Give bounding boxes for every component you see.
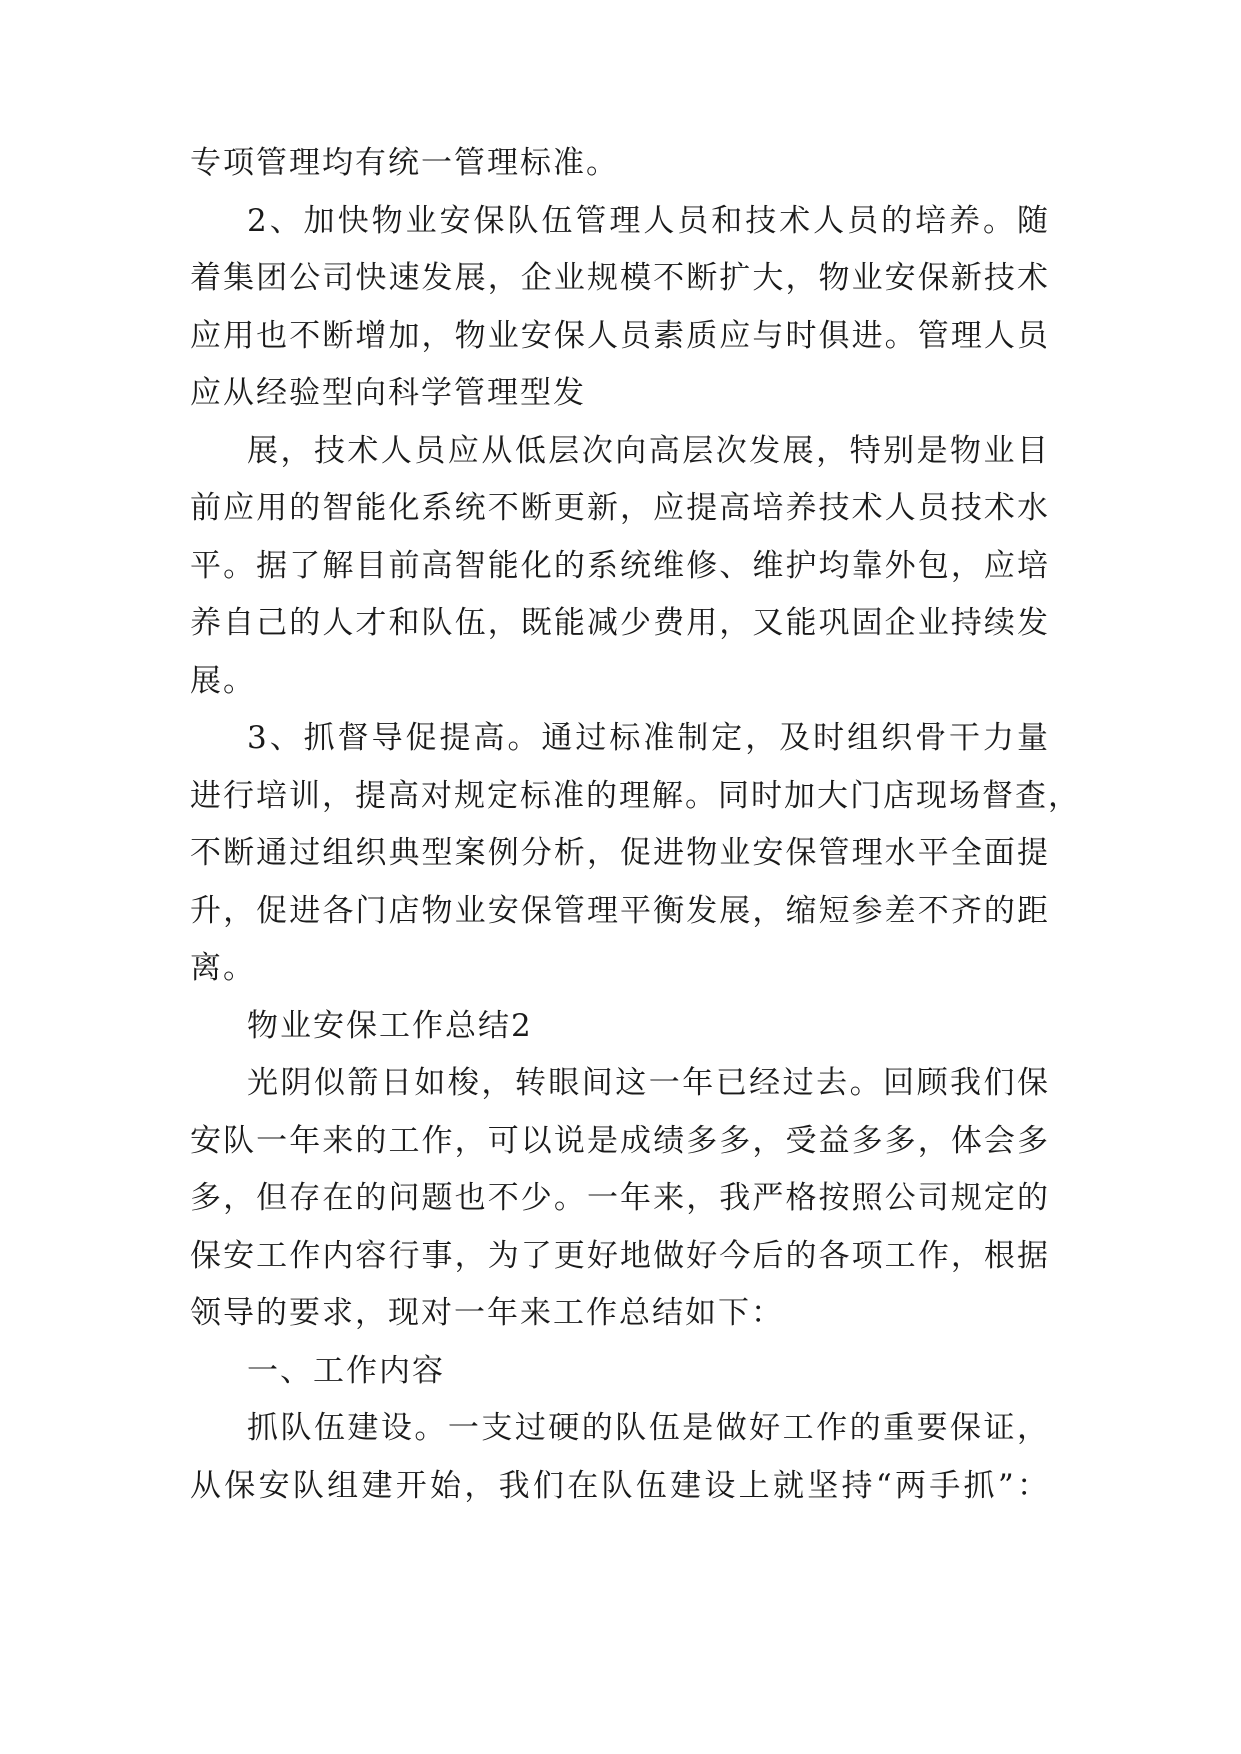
text-line: 光阴似箭日如梭，转眼间这一年已经过去。回顾我们保	[247, 1065, 1050, 1101]
text-line: 领导的要求，现对一年来工作总结如下：	[190, 1295, 784, 1331]
text-line: 保安工作内容行事，为了更好地做好今后的各项工作，根据	[190, 1237, 1050, 1274]
text-line: 物业安保工作总结2	[247, 1007, 533, 1044]
text-line: 安队一年来的工作，可以说是成绩多多，受益多多，体会多	[190, 1122, 1050, 1159]
text-line: 升，促进各门店物业安保管理平衡发展，缩短参差不齐的距	[190, 892, 1050, 929]
text-line: 不断通过组织典型案例分析，促进物业安保管理水平全面提	[190, 835, 1050, 871]
text-line: 多，但存在的问题也不少。一年来，我严格按照公司规定的	[190, 1180, 1050, 1216]
text-line: 平。据了解目前高智能化的系统维修、维护均靠外包，应培	[190, 547, 1050, 584]
text-line: 从保安队组建开始，我们在队伍建设上就坚持“两手抓”：	[190, 1467, 1050, 1504]
text-line: 专项管理均有统一管理标准。	[190, 145, 619, 181]
text-line: 应从经验型向科学管理型发	[190, 375, 586, 411]
text-line: 3、抓督导促提高。通过标准制定，及时组织骨干力量	[247, 720, 1050, 756]
text-line: 展。	[190, 662, 256, 699]
text-line: 应用也不断增加，物业安保人员素质应与时俱进。管理人员	[190, 317, 1050, 354]
text-line: 离。	[190, 950, 256, 986]
text-line: 2、加快物业安保队伍管理人员和技术人员的培养。随	[247, 202, 1050, 239]
text-line: 着集团公司快速发展，企业规模不断扩大，物业安保新技术	[190, 260, 1050, 296]
text-line: 一、工作内容	[247, 1352, 445, 1389]
text-line: 进行培训，提高对规定标准的理解。同时加大门店现场督查，	[190, 777, 1081, 814]
text-line: 展，技术人员应从低层次向高层次发展，特别是物业目	[247, 432, 1050, 469]
text-line: 前应用的智能化系统不断更新，应提高培养技术人员技术水	[190, 490, 1050, 526]
text-line: 抓队伍建设。一支过硬的队伍是做好工作的重要保证，	[247, 1410, 1050, 1446]
text-line: 养自己的人才和队伍，既能减少费用，又能巩固企业持续发	[190, 605, 1050, 641]
